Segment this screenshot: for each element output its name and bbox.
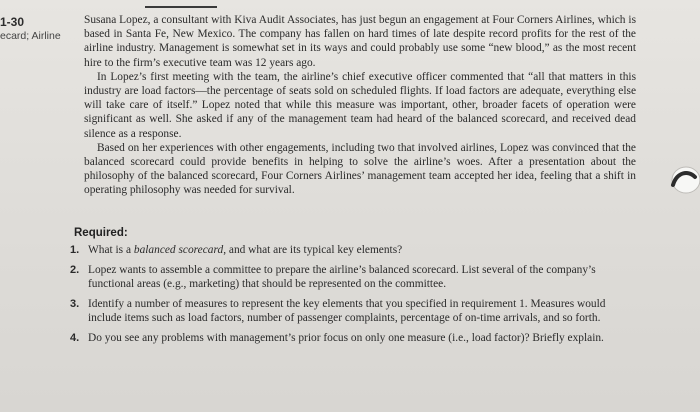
requirement-item xyxy=(68,331,640,346)
required-heading: Required: xyxy=(74,227,128,239)
requirement-text: Lopez wants to assemble a committee to prepare the airline’s balanced scorecard. List several of the company’s functional areas (e.g., marketing) that should be represented on the committee. xyxy=(88,263,596,291)
binder-clip-icon xyxy=(667,163,700,197)
header-rule xyxy=(145,6,217,8)
requirement-emphasis: balanced scorecard xyxy=(133,244,224,256)
requirement-number: 1. xyxy=(70,244,80,256)
problem-paragraph: Susana Lopez, a consultant with Kiva Audit Associates, has just begun an engagement at Four Corners Airlines, which is based in Santa Fe, New Mexico. The company has fallen on hard times of late despite record profits for the rest of the airline industry. Management is somewhat set in its ways and could probably use some “new blood,” as the most recent hire to the firm’s executive team was 12 years ago. xyxy=(84,14,636,69)
problem-paragraph: In Lopez’s first meeting with the team, the airline’s chief executive officer commented that “all that matters in this industry are load factors—the percentage of seats sold on scheduled flights. If load factors are adequate, everything else will take care of itself.” Lopez noted that while this measure was important, other, broader facets of operation were significant as well. She asked if any of the management team had heard of the balanced scorecard, and received dead silence as a response. xyxy=(84,70,636,140)
requirements-list xyxy=(68,243,640,346)
requirement-text-end: , and what are its typical key elements? xyxy=(223,244,403,256)
problem-topic-tag: ecard; Airline xyxy=(0,30,61,42)
requirement-number: 2. xyxy=(70,263,80,276)
requirement-text: Do you see any problems with management’s prior focus on only one measure (i.e., load factor)? Briefly explain. xyxy=(88,331,604,344)
requirement-text: Identify a number of measures to represent the key elements that you specified in requirement 1. Measures would include items such as load factors, number of passenger complaints, percentage of on-time arrivals, and so forth. xyxy=(88,297,606,325)
problem-text xyxy=(84,13,636,198)
requirements-section xyxy=(68,227,640,351)
requirement-item xyxy=(68,243,640,258)
requirement-item xyxy=(68,263,640,292)
problem-number: 1-30 xyxy=(0,15,25,29)
requirement-text: What is a xyxy=(88,244,134,256)
requirement-number: 3. xyxy=(70,297,80,310)
requirement-item xyxy=(68,297,640,326)
requirement-number: 4. xyxy=(70,331,80,344)
problem-paragraph: Based on her experiences with other engagements, including two that involved airlines, Lopez was convinced that the balanced scorecard could provide benefits in helping to solve the airline’s woes. After a presentation about the philosophy of the balanced scorecard, Four Corners Airlines’ management team accepted her idea, feeling that a shift in operating philosophy was needed for survival. xyxy=(84,141,636,197)
margin-note xyxy=(0,15,72,43)
